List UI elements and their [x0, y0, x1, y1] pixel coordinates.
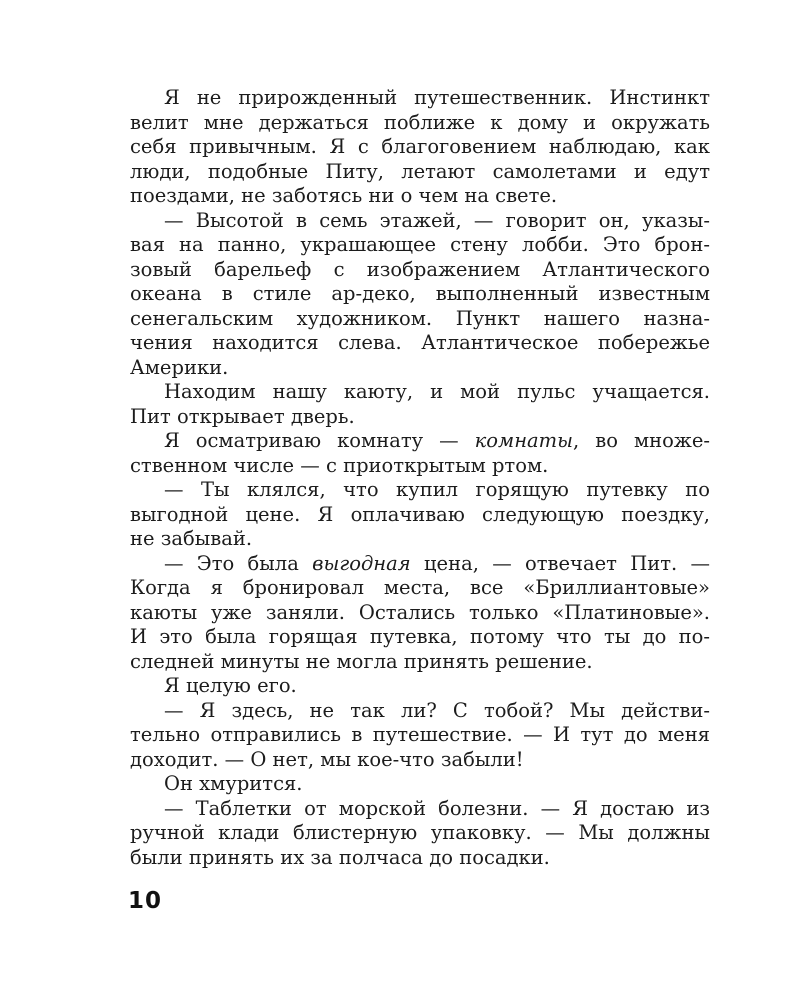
- text-line: следней минуты не могла принять решение.: [130, 649, 593, 673]
- text-line: Он хмурится.: [164, 772, 303, 795]
- text-line: доходит. — О нет, мы кое-что забыли!: [130, 747, 524, 771]
- text-line: ственном числе — с приоткрытым ртом.: [130, 453, 549, 477]
- text-line: не забывай.: [130, 527, 253, 550]
- text-line: вая на панно, украшающее стену лобби. Это брон-: [130, 233, 710, 256]
- text-line: Я не прирожденный путешественник. Инстинкт: [164, 86, 710, 109]
- text-line: себя привычным. Я с благоговением наблюдаю, как: [130, 135, 710, 158]
- body-text: [130, 86, 710, 870]
- text-line: Я целую его.: [164, 674, 297, 697]
- text-line: Находим нашу каюту, и мой пульс учащается.: [164, 380, 710, 403]
- text-line: зовый барельеф с изображением Атлантического: [130, 257, 710, 281]
- text-line: тельно отправились в путешествие. — И тут до меня: [130, 723, 710, 746]
- text-line: И это была горящая путевка, потому что ты до по-: [130, 625, 710, 648]
- text-line: Пит открывает дверь.: [130, 404, 355, 428]
- text-line: каюты уже заняли. Остались только «Платиновые».: [130, 600, 710, 624]
- text-line: выгодной цене. Я оплачиваю следующую поездку,: [130, 502, 710, 526]
- emphasis-text: комнаты: [474, 429, 574, 452]
- text-line: чения находится слева. Атлантическое побережье: [130, 331, 710, 354]
- text-line: — Ты клялся, что купил горящую путевку по: [164, 478, 710, 501]
- text-line: Я осматриваю комнату — комнаты, во множе-: [164, 429, 710, 452]
- text-line: велит мне держаться поближе к дому и окружать: [130, 110, 710, 134]
- text-line: океана в стиле ар-деко, выполненный известным: [130, 282, 710, 305]
- text-line: люди, подобные Питу, летают самолетами и едут: [130, 159, 710, 183]
- text-line: сенегальским художником. Пункт нашего назна-: [130, 306, 710, 330]
- text-line: — Я здесь, не так ли? С тобой? Мы действи-: [164, 698, 710, 722]
- text-line: ручной клади блистерную упаковку. — Мы должны: [130, 821, 710, 844]
- emphasis-text: выгодная: [312, 551, 411, 575]
- text-line: Когда я бронировал места, все «Бриллиантовые»: [130, 576, 710, 599]
- text-line: Америки.: [130, 355, 229, 379]
- text-line: поездами, не заботясь ни о чем на свете.: [130, 184, 558, 207]
- text-line: были принять их за полчаса до посадки.: [130, 845, 550, 869]
- page-number: 10: [128, 888, 163, 914]
- text-line: — Высотой в семь этажей, — говорит он, указы-: [164, 208, 710, 232]
- text-line: — Таблетки от морской болезни. — Я достаю из: [164, 796, 710, 820]
- text-line: — Это была выгодная цена, — отвечает Пит. —: [164, 551, 710, 575]
